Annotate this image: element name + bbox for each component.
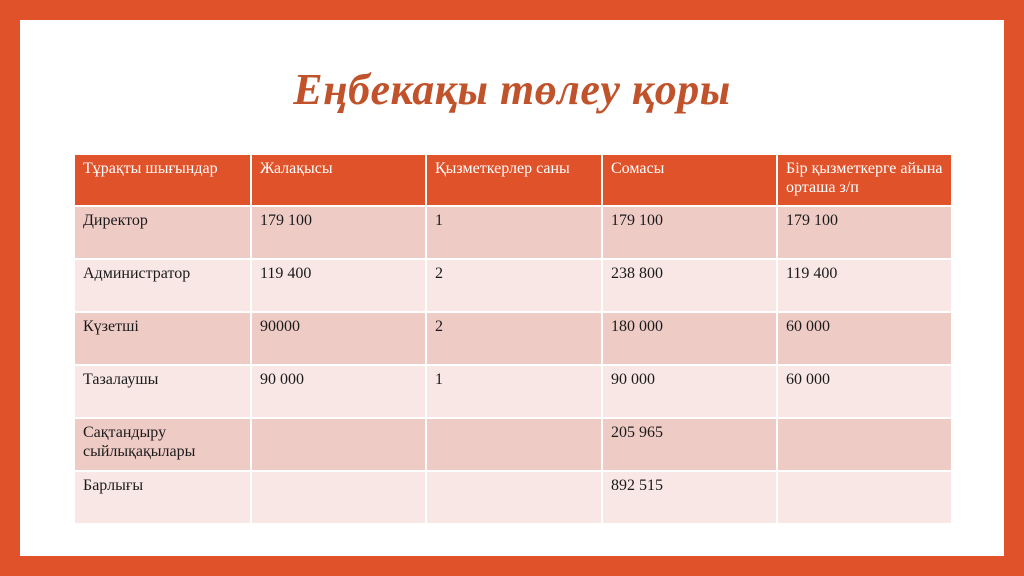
cell-item: Сақтандыру сыйлықақылары <box>74 418 251 471</box>
payroll-table <box>73 153 953 525</box>
header-salary: Жалақысы <box>251 154 426 206</box>
cell-item: Директор <box>74 206 251 259</box>
cell-amount: 180 000 <box>602 312 777 365</box>
table-row <box>74 418 952 471</box>
cell-item: Администратор <box>74 259 251 312</box>
cell-amount: 179 100 <box>602 206 777 259</box>
header-amount: Сомасы <box>602 154 777 206</box>
cell-count <box>426 471 602 524</box>
header-employee-count: Қызметкерлер саны <box>426 154 602 206</box>
cell-salary: 90000 <box>251 312 426 365</box>
table-header-row <box>74 154 952 206</box>
slide-title: Еңбекақы төлеу қоры <box>293 65 731 114</box>
cell-item: Тазалаушы <box>74 365 251 418</box>
table-row-total <box>74 471 952 524</box>
cell-item: Барлығы <box>74 471 251 524</box>
cell-average: 179 100 <box>777 206 952 259</box>
cell-item: Күзетші <box>74 312 251 365</box>
table-row <box>74 206 952 259</box>
cell-count <box>426 418 602 471</box>
cell-salary: 119 400 <box>251 259 426 312</box>
cell-average: 60 000 <box>777 312 952 365</box>
table-row <box>74 259 952 312</box>
cell-count: 2 <box>426 259 602 312</box>
header-average-monthly-salary: Бір қызметкерге айына орташа з/п <box>777 154 952 206</box>
cell-amount: 205 965 <box>602 418 777 471</box>
cell-count: 1 <box>426 206 602 259</box>
cell-salary <box>251 471 426 524</box>
cell-salary: 179 100 <box>251 206 426 259</box>
cell-salary: 90 000 <box>251 365 426 418</box>
table-row <box>74 365 952 418</box>
cell-average: 119 400 <box>777 259 952 312</box>
cell-average <box>777 418 952 471</box>
cell-average <box>777 471 952 524</box>
cell-count: 1 <box>426 365 602 418</box>
header-fixed-costs: Тұрақты шығындар <box>74 154 251 206</box>
cell-amount: 892 515 <box>602 471 777 524</box>
cell-average: 60 000 <box>777 365 952 418</box>
table-row <box>74 312 952 365</box>
cell-amount: 90 000 <box>602 365 777 418</box>
cell-amount: 238 800 <box>602 259 777 312</box>
cell-salary <box>251 418 426 471</box>
cell-count: 2 <box>426 312 602 365</box>
